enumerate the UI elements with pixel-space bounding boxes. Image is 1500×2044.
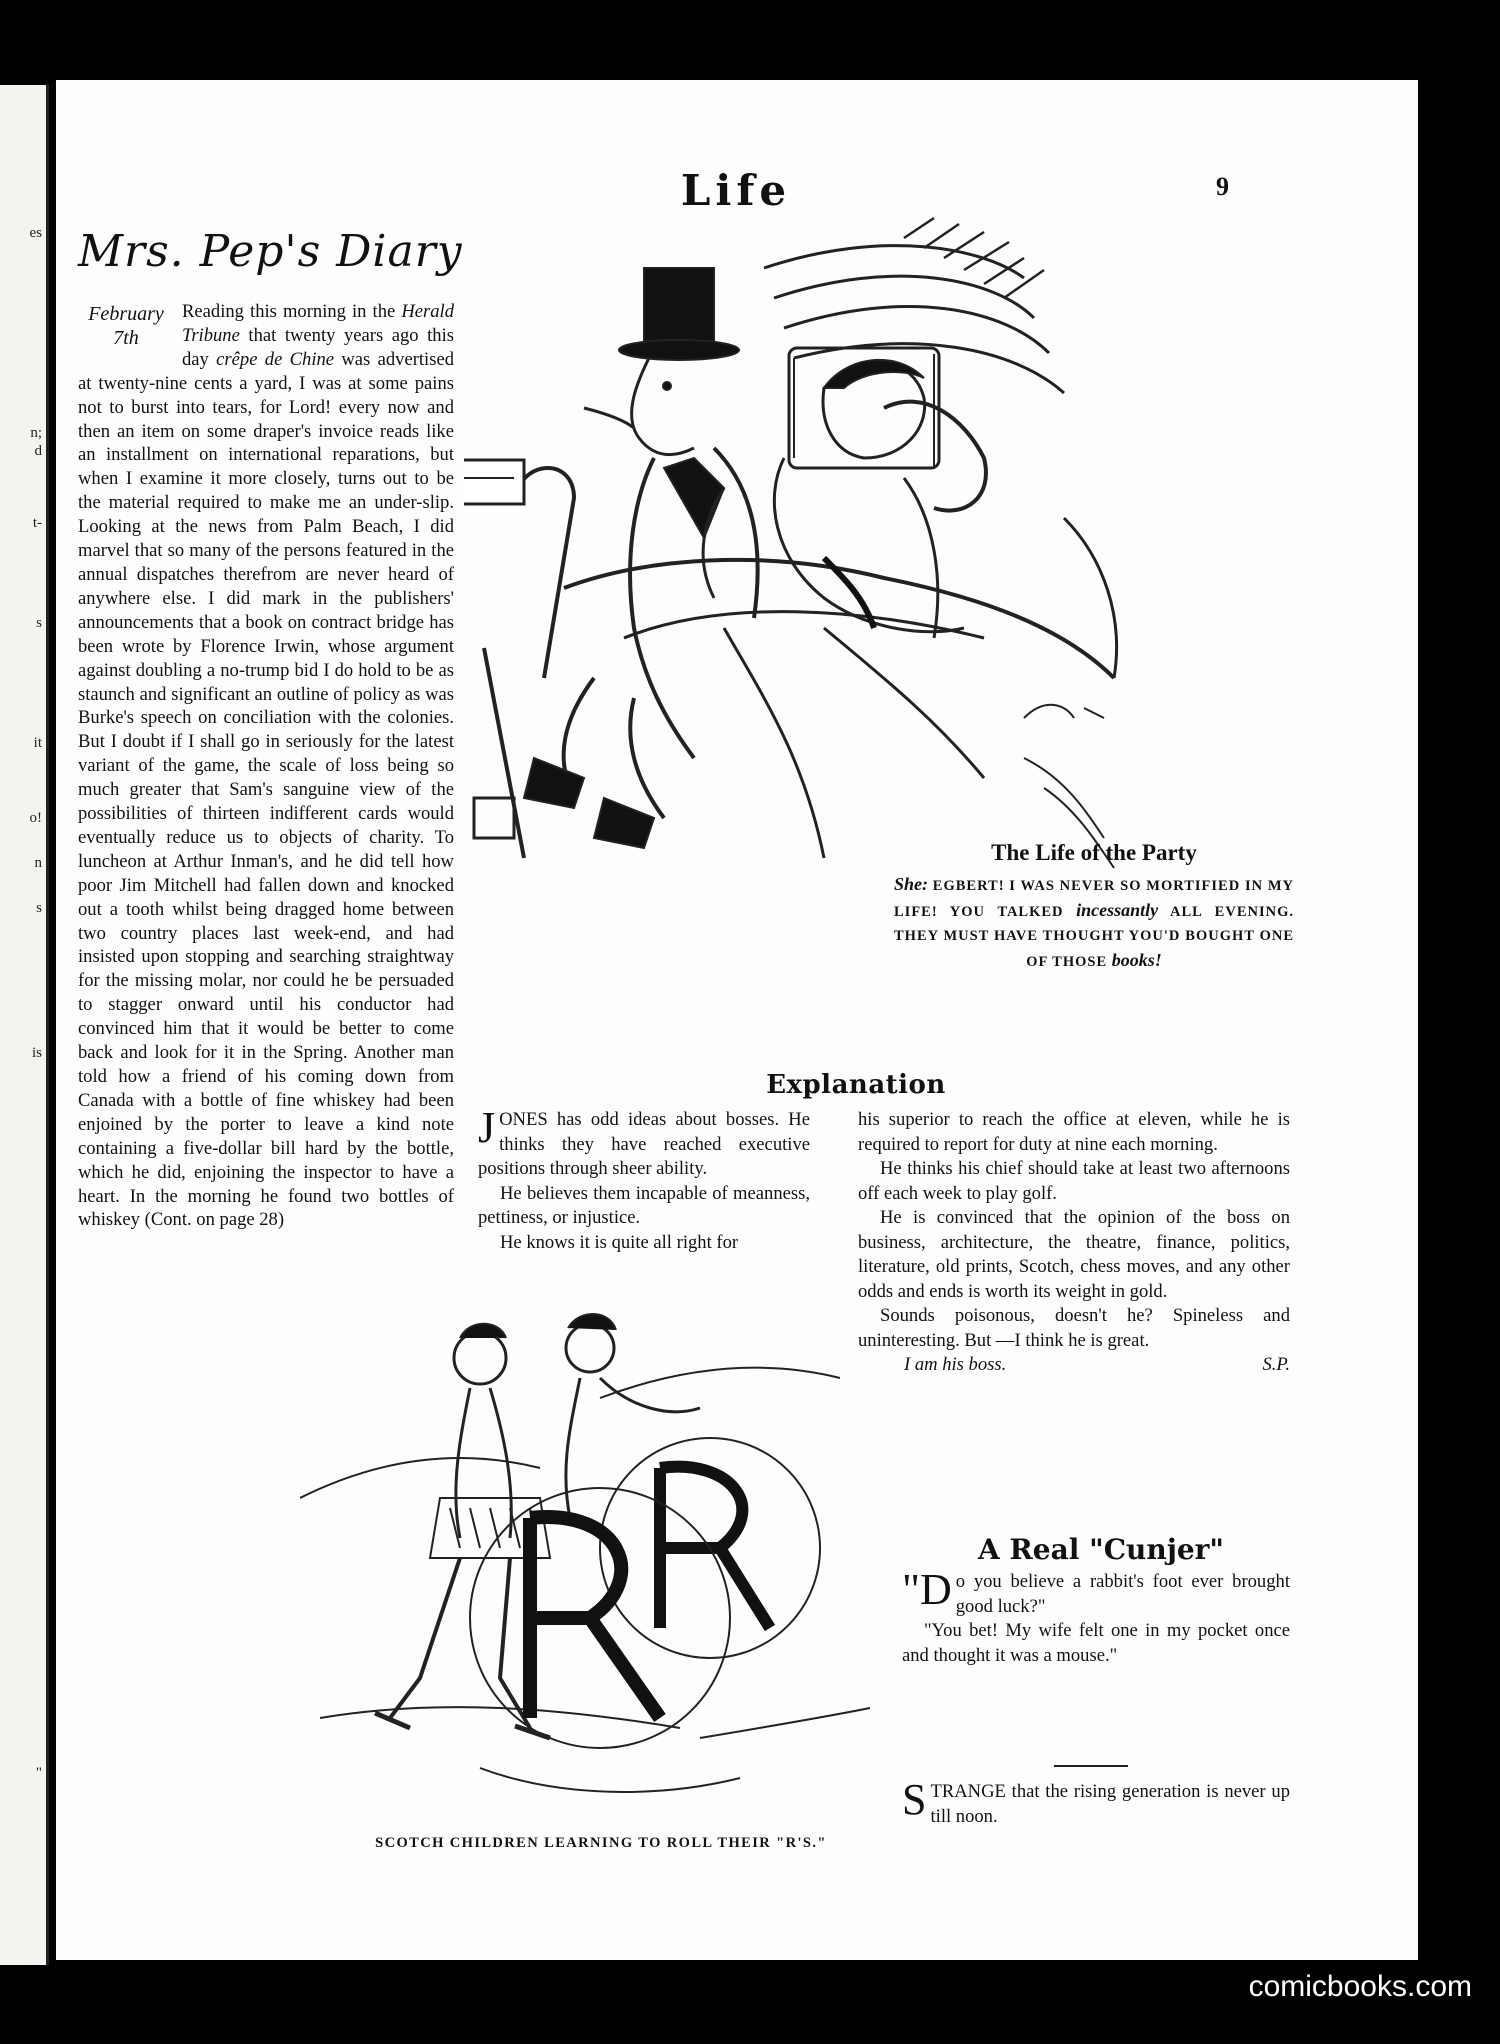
party-caption-line: ALL EVENING. THEY MUST HAVE THOUGHT YOU'D BOUGHT ONE OF THOSE	[894, 904, 1294, 970]
strange-rest: TRANGE that the rising generation is never up till noon.	[930, 1781, 1290, 1827]
left-page-fragment: es	[29, 225, 42, 241]
left-page-fragment: d	[34, 443, 42, 459]
left-page-fragment: is	[31, 1045, 42, 1061]
diary-title: Mrs. Pep's Diary	[78, 226, 463, 277]
party-caption-text	[894, 872, 1294, 974]
party-caption-title: The Life of the Party	[991, 840, 1197, 865]
diary-text: that twenty years ago this day	[182, 324, 454, 370]
cunjer-answer: "You bet! My wife felt one in my pocket once and thought it was a mouse."	[902, 1620, 1290, 1666]
cunjer-question	[902, 1565, 1290, 1619]
left-page-edge	[0, 85, 49, 1965]
explanation-paragraph: He knows it is quite all right for	[500, 1231, 739, 1253]
diary-newspaper: Herald Tribune	[182, 301, 454, 346]
party-caption-line: EGBERT! I WAS NEVER SO MORTIFIED IN MY LIFE! YOU TALKED	[894, 878, 1294, 920]
strange-dropcap: S	[902, 1775, 927, 1824]
explanation-column-left	[478, 1103, 810, 1255]
diary-text: was advertised at twenty-nine cents a yard, I was at some pains not to burst into tears, for Lord! every now and then an item on some draper's invoice reads like an installment on international reparations, but when I examine it more closely, turns out to be the material required to make me an under-slip. Looking at the news from Palm Beach, I did marvel that so many of the persons featured in the annual dispatches therefrom are never heard of anywhere else. I did mark in the publishers' announcements that a book on contract bridge has been wrote by Florence Irwin, whose argument against doubling a no-trump bid I do hold to be as staunch and significant an outline of policy as was Burke's speech on conciliation with the colonies. But I doubt if I shall go in seriously for the latest variant of the game, the scale of loss being so much greater that Sam's sanguine view of the possibilities of thirteen indifferent cards would eventually reduce us to objects of charity. To luncheon at Arthur Inman's, and he did tell how poor Jim Mitchell had fallen down and knocked out a tooth whilst being dragged home between two country places last week-end, and had insisted upon stopping and searching straightway for the missing molar, nor could he be persuaded to stagger onward until his conductor had convinced him that it would be better to come back and look for it in the Spring. Another man told how a friend of his coming down from Canada with a bottle of fine whiskey had been enjoined by the porter to leave a kind note containing a five-dollar bill hard by the bottle, which he did, enjoining the inspector to have a heart. In the morning he found two bottles of whiskey	[78, 348, 455, 1231]
masthead: Life	[680, 166, 792, 215]
page-number: 9	[1216, 172, 1229, 201]
scotch-caption: SCOTCH CHILDREN LEARNING TO ROLL THEIR "R'S."	[375, 1835, 827, 1851]
cunjer-joke	[902, 1565, 1290, 1668]
explanation-paragraph: He thinks his chief should take at least two afternoons off each week to play golf.	[858, 1158, 1290, 1204]
left-page-fragment: n	[34, 855, 42, 871]
diary-body	[78, 300, 454, 1232]
left-page-fragment: o!	[29, 810, 42, 826]
diary-fabric: crêpe de Chine	[216, 348, 335, 370]
left-page-fragment: s	[36, 615, 42, 631]
party-illustration	[464, 158, 1296, 1134]
strange-text	[902, 1775, 1290, 1829]
cunjer-title: A Real "Cunjer"	[978, 1533, 1224, 1566]
left-page-fragment: "	[35, 1765, 42, 1781]
explanation-paragraph	[478, 1103, 810, 1182]
party-caption	[894, 840, 1294, 974]
explanation-signature	[904, 1353, 1290, 1378]
cunjer-quote-mark: "	[902, 1565, 920, 1614]
scotch-illustration	[300, 1298, 875, 1828]
explanation-paragraph: his superior to reach the office at eleven, while he is required to report for duty at nine each morning.	[858, 1109, 1290, 1155]
left-page-fragment: s	[36, 900, 42, 916]
party-illustration-drawing	[464, 158, 1296, 1134]
cunjer-dropcap	[902, 1565, 952, 1614]
explanation-paragraph: He is convinced that the opinion of the boss on business, architecture, the theatre, finance, politics, literature, old prints, Scotch, chess moves, and any other odds and ends is worth its weight in gold.	[858, 1207, 1290, 1302]
left-page-fragment: t-	[32, 515, 42, 531]
cunjer-dropcap-letter: D	[919, 1565, 952, 1614]
strange-joke	[902, 1775, 1290, 1829]
magazine-page	[56, 80, 1418, 1960]
diary-text: Reading this morning in the	[182, 301, 402, 322]
left-page-fragment: it	[33, 735, 42, 751]
party-caption-books: books!	[1111, 950, 1162, 970]
party-caption-speaker: She:	[894, 874, 929, 894]
explanation-sig-initials: S.P.	[1262, 1354, 1290, 1375]
explanation-title: Explanation	[766, 1070, 946, 1100]
explanation-sig-note: I am his boss.	[904, 1354, 1007, 1375]
explanation-paragraph: Sounds poisonous, doesn't he? Spineless and uninteresting. But —I think he is great.	[858, 1305, 1290, 1351]
explanation-dropcap: J	[478, 1103, 496, 1152]
party-caption-emphasis: incessantly	[1076, 900, 1159, 920]
diary-date-day: 7th	[113, 327, 139, 349]
cunjer-question-text: o you believe a rabbit's foot ever brought good luck?"	[955, 1571, 1290, 1617]
diary-continued-note: (Cont. on page 28)	[144, 1209, 285, 1231]
scotch-illustration-drawing	[300, 1298, 875, 1828]
explanation-text: ONES has odd ideas about bosses. He thinks they have reached executive positions through sheer ability.	[478, 1109, 810, 1179]
diary-date-month: February	[88, 303, 164, 325]
divider-rule	[1054, 1765, 1128, 1767]
explanation-paragraph: He believes them incapable of meanness, pettiness, or injustice.	[478, 1182, 810, 1228]
left-page-fragment: n;	[30, 425, 42, 441]
explanation-column-right	[858, 1108, 1290, 1378]
watermark: comicbooks.com	[1248, 1970, 1472, 2003]
